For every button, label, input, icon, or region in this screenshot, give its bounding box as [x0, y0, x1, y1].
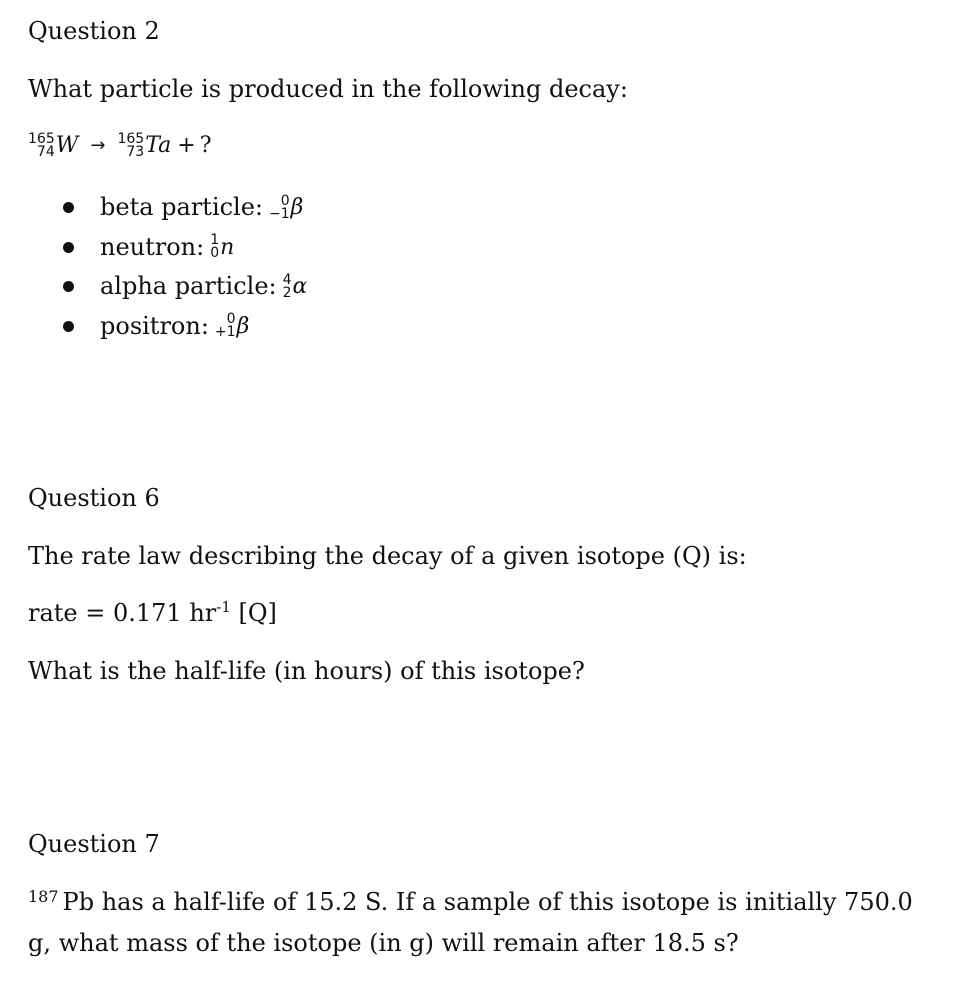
option-atomic-number: −1	[269, 205, 290, 222]
option-symbol: n	[220, 234, 235, 260]
option-alpha-particle	[58, 267, 307, 307]
option-symbol: β	[236, 313, 250, 339]
question-6-title: Question 6	[28, 484, 160, 512]
question-2-prompt: What particle is produced in the following decay:	[28, 75, 628, 103]
reactant-atomic-number: 74	[36, 144, 55, 160]
question-6-question: What is the half-life (in hours) of this isotope?	[28, 657, 585, 685]
isotope-mass-number: 187	[28, 887, 59, 906]
option-positron	[58, 307, 307, 347]
reactant-mass-number: 165	[28, 131, 55, 147]
unknown-particle: ?	[199, 133, 212, 158]
rate-law-suffix: [Q]	[230, 599, 277, 627]
option-mass-number: 1	[210, 232, 220, 249]
option-atomic-number: 2	[282, 284, 292, 301]
option-mass-number: 0	[226, 311, 236, 328]
reactant-nuclide	[28, 131, 78, 161]
reactant-symbol: W	[55, 133, 79, 158]
answer-options-list	[58, 188, 307, 346]
option-neutron	[58, 228, 307, 268]
bullet-dot	[63, 321, 74, 332]
question-2-title: Question 2	[28, 17, 160, 45]
question-7-text	[28, 883, 928, 962]
bullet-dot	[63, 281, 74, 292]
bullet-dot	[63, 242, 74, 253]
option-mass-number: 4	[282, 271, 292, 288]
product-atomic-number: 73	[126, 144, 145, 160]
option-symbol: α	[292, 274, 308, 299]
product-symbol: Ta	[145, 133, 172, 158]
option-symbol: β	[290, 195, 304, 220]
option-label: neutron:	[100, 232, 205, 261]
reaction-arrow: →	[90, 135, 106, 156]
question-7-body: Pb has a half-life of 15.2 S. If a sample of this isotope is initially 750.0 g, what mass of the isotope (in g) will remain after 18.5 s?	[28, 888, 913, 957]
option-mass-number: 0	[280, 192, 290, 209]
rate-law-exponent: -1	[216, 598, 231, 616]
bullet-dot	[63, 202, 74, 213]
option-atomic-number: 0	[210, 245, 220, 262]
option-atomic-number: +1	[214, 324, 236, 341]
decay-equation	[28, 131, 212, 161]
question-7-title: Question 7	[28, 830, 160, 858]
product-nuclide	[117, 131, 171, 161]
rate-law	[28, 598, 277, 631]
product-mass-number: 165	[117, 131, 145, 147]
question-6-prompt: The rate law describing the decay of a given isotope (Q) is:	[28, 542, 747, 570]
plus-sign: +	[177, 133, 196, 158]
option-label: positron:	[100, 311, 209, 340]
option-label: beta particle:	[100, 193, 264, 221]
option-beta-particle	[58, 188, 307, 228]
rate-law-prefix: rate = 0.171 hr	[28, 599, 217, 627]
option-label: alpha particle:	[100, 272, 277, 300]
